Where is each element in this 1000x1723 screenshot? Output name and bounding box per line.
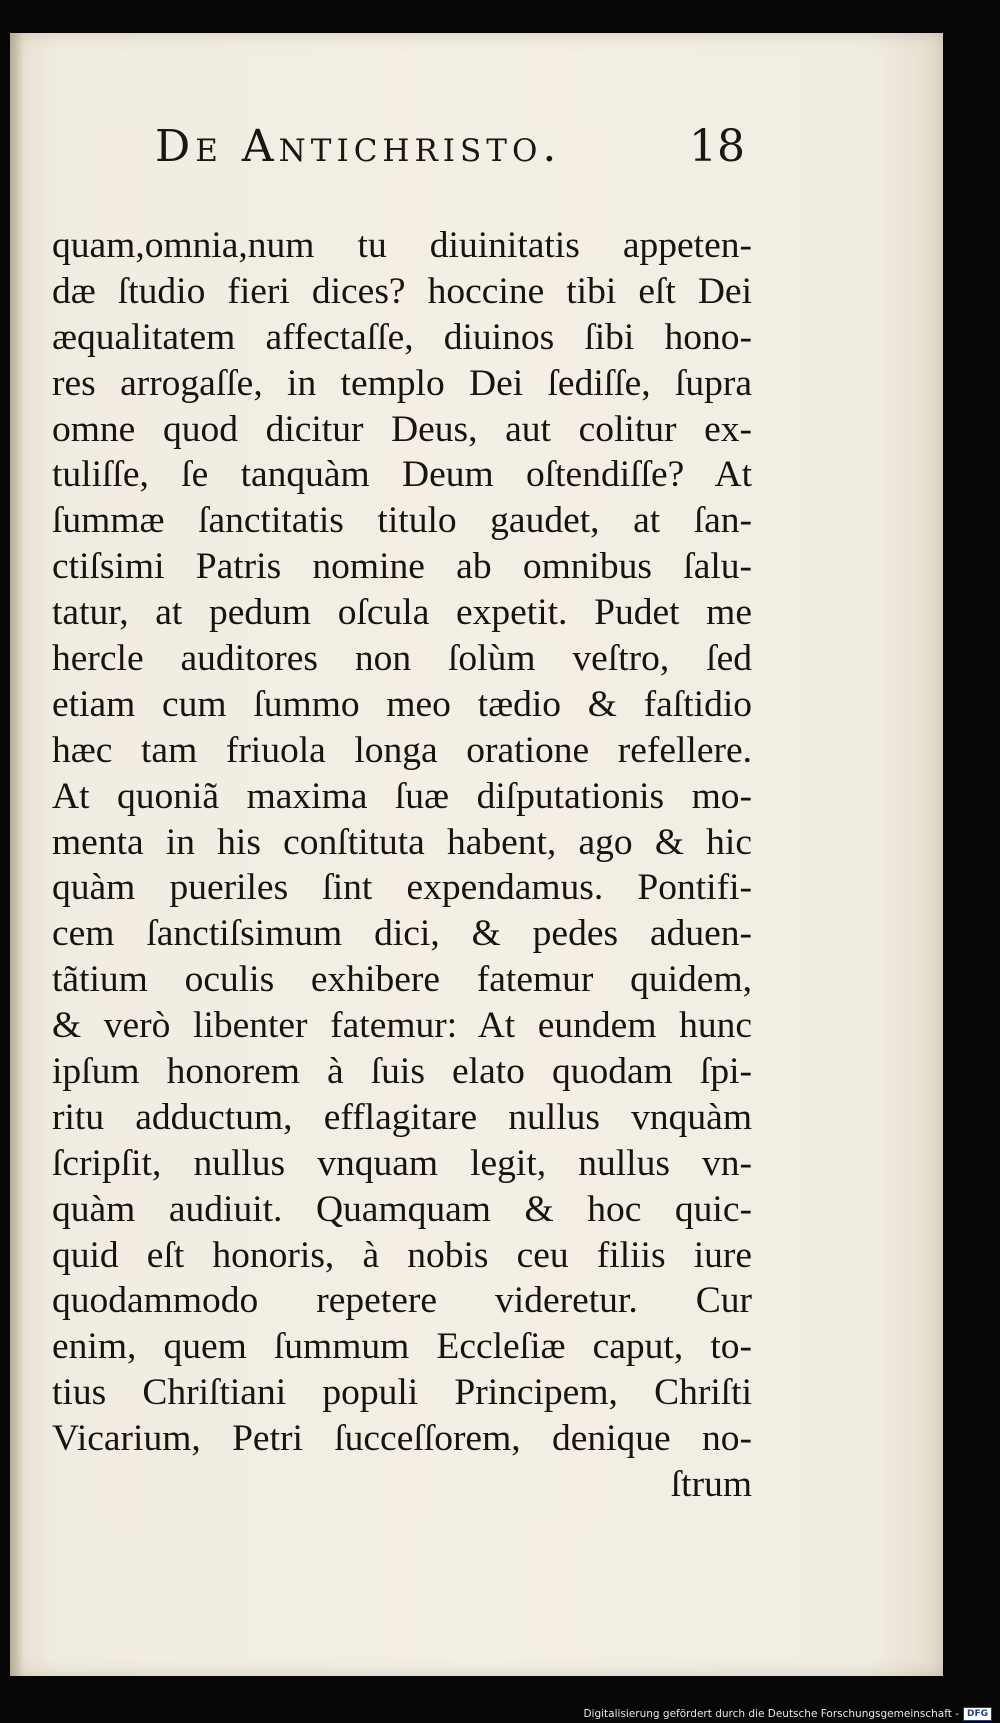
digitization-footer [583,1707,992,1721]
text-line: & verò libenter fatemur: At eundem hunc [52,1005,752,1047]
text-line: etiam cum ſummo meo tædio & faſtidio [52,683,752,725]
text-line: dæ ſtudio fieri dices? hoccine tibi eſt Dei [52,270,752,312]
text-line: ſummæ ſanctitatis titulo gaudet, at ſan- [52,500,752,542]
text-line: quam,omnia,num tu diuinitatis appeten- [52,225,752,266]
digitization-credit: Digitalisierung gefördert durch die Deutsche Forschungsgemeinschaft - [583,1708,959,1720]
text-line: enim, quem ſummum Eccleſiæ caput, to- [52,1326,752,1368]
text-line: ritu adductum, efflagitare nullus vnquàm [52,1096,752,1138]
text-line: tuliſſe, ſe tanquàm Deum oſtendiſſe? At [52,454,752,496]
text-line: quàm pueriles ſint expendamus. Pontifi- [52,867,752,909]
text-line: res arrogaſſe, in templo Dei ſediſſe, ſupra [52,362,752,404]
book-page [10,33,943,1676]
text-line: menta in his conſtituta habent, ago & hic [52,821,752,863]
text-line: hercle auditores non ſolùm veſtro, ſed [52,638,752,680]
text-line: ſcripſit, nullus vnquam legit, nullus vn- [52,1142,752,1184]
running-title: De Antichristo. [155,121,562,172]
body-text [52,223,752,1508]
text-line: Vicarium, Petri ſucceſſorem, denique no- [52,1418,752,1460]
text-line: æqualitatem affectaſſe, diuinos ſibi hono- [52,316,752,358]
dfg-logo: DFG [963,1707,992,1721]
text-line: ipſum honorem à ſuis elato quodam ſpi- [52,1051,752,1093]
text-line: quàm audiuit. Quamquam & hoc quic- [52,1188,752,1230]
text-line: tius Chriſtiani populi Principem, Chriſti [52,1372,752,1414]
text-line: tãtium oculis exhibere fatemur quidem, [52,959,752,1001]
text-line: tatur, at pedum oſcula expetit. Pudet me [52,592,752,634]
text-line: omne quod dicitur Deus, aut colitur ex- [52,408,752,450]
page-header [145,121,745,191]
text-line: ctiſsimi Patris nomine ab omnibus ſalu- [52,546,752,588]
catchword: ſtrum [670,1464,752,1506]
text-line: hæc tam friuola longa oratione refellere. [52,729,752,771]
text-line: At quoniã maxima ſuæ diſputationis mo- [52,775,752,817]
page-number: 18 [689,121,745,172]
text-line: quid eſt honoris, à nobis ceu filiis iure [52,1234,752,1276]
text-line: cem ſanctiſsimum dici, & pedes aduen- [52,913,752,955]
text-line: quodammodo repetere videretur. Cur [52,1280,752,1322]
